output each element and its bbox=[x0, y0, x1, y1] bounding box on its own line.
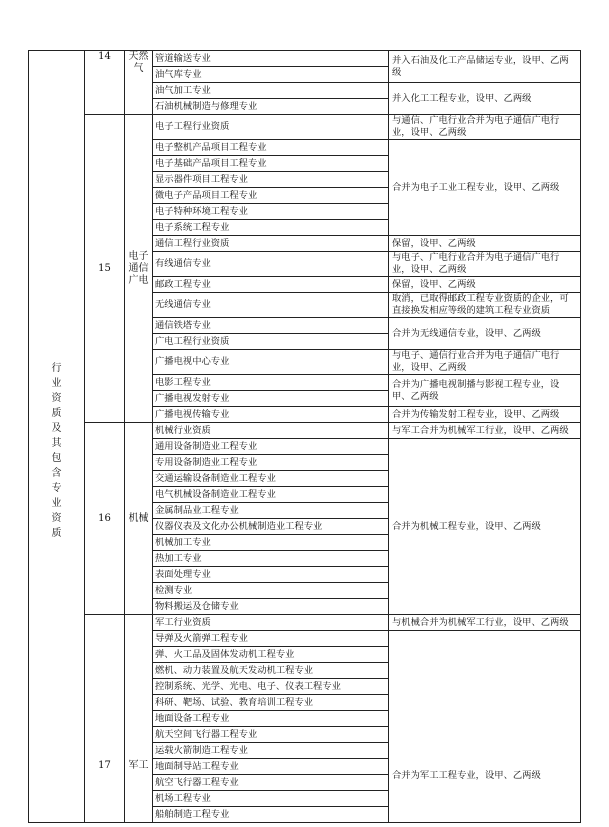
item-cell: 电子系统工程专业 bbox=[153, 220, 389, 236]
item-cell: 电子整机产品项目工程专业 bbox=[153, 140, 389, 156]
note-cell: 保留，设甲、乙两级 bbox=[389, 277, 581, 293]
group-name: 天然 气 bbox=[125, 51, 153, 115]
item-cell: 邮政工程专业 bbox=[153, 277, 389, 293]
item-cell: 机械加工专业 bbox=[153, 535, 389, 551]
group-number: 16 bbox=[85, 423, 125, 615]
item-cell: 仪器仪表及文化办公机械制造业工程专业 bbox=[153, 519, 389, 535]
item-cell: 管道输送专业 bbox=[153, 51, 389, 67]
item-cell: 无线通信专业 bbox=[153, 293, 389, 318]
item-cell: 通信铁塔专业 bbox=[153, 318, 389, 334]
note-cell: 与机械合并为机械军工行业，设甲、乙两级 bbox=[389, 615, 581, 631]
item-cell: 交通运输设备制造业工程专业 bbox=[153, 471, 389, 487]
note-cell: 保留，设甲、乙两级 bbox=[389, 236, 581, 252]
note-cell: 合并为军工工程专业，设甲、乙两级 bbox=[389, 631, 581, 823]
note-cell: 合并为机械工程专业，设甲、乙两级 bbox=[389, 439, 581, 615]
item-cell: 电气机械设备制造业工程专业 bbox=[153, 487, 389, 503]
item-cell: 金属制品业工程专业 bbox=[153, 503, 389, 519]
item-cell: 油气库专业 bbox=[153, 67, 389, 83]
item-cell: 军工行业资质 bbox=[153, 615, 389, 631]
item-cell: 控制系统、光学、光电、电子、仪表工程专业 bbox=[153, 679, 389, 695]
item-cell: 显示器件项目工程专业 bbox=[153, 172, 389, 188]
note-cell: 取消，已取得邮政工程专业资质的企业，可直接换发相应等级的建筑工程专业资质 bbox=[389, 293, 581, 318]
item-cell: 通信工程行业资质 bbox=[153, 236, 389, 252]
item-cell: 地面设备工程专业 bbox=[153, 711, 389, 727]
item-cell: 运载火箭制造工程专业 bbox=[153, 743, 389, 759]
item-cell: 机场工程专业 bbox=[153, 791, 389, 807]
item-cell: 电子特种环境工程专业 bbox=[153, 204, 389, 220]
item-cell: 机械行业资质 bbox=[153, 423, 389, 439]
note-cell: 并入化工工程专业，设甲、乙两级 bbox=[389, 83, 581, 115]
group-number: 15 bbox=[85, 115, 125, 423]
note-cell: 与军工合并为机械军工行业，设甲、乙两级 bbox=[389, 423, 581, 439]
group-name: 军工 bbox=[125, 615, 153, 823]
item-cell: 检测专业 bbox=[153, 583, 389, 599]
item-cell: 热加工专业 bbox=[153, 551, 389, 567]
item-cell: 科研、靶场、试验、教育培训工程专业 bbox=[153, 695, 389, 711]
item-cell: 地面制导站工程专业 bbox=[153, 759, 389, 775]
item-cell: 船舶制造工程专业 bbox=[153, 807, 389, 823]
item-cell: 导弹及火箭弹工程专业 bbox=[153, 631, 389, 647]
item-cell: 通用设备制造业工程专业 bbox=[153, 439, 389, 455]
group-number: 14 bbox=[85, 51, 125, 115]
note-cell: 合并为广播电视制播与影视工程专业，设甲、乙两级 bbox=[389, 375, 581, 407]
note-cell: 合并为无线通信专业，设甲、乙两级 bbox=[389, 318, 581, 350]
item-cell: 广播电视发射专业 bbox=[153, 391, 389, 407]
note-cell: 合并为传输发射工程专业，设甲、乙两级 bbox=[389, 407, 581, 423]
group-name: 机械 bbox=[125, 423, 153, 615]
note-cell: 并入石油及化工产品储运专业，设甲、乙两级 bbox=[389, 51, 581, 83]
item-cell: 物料搬运及仓储专业 bbox=[153, 599, 389, 615]
note-cell: 与电子、通信行业合并为电子通信广电行业，设甲、乙两级 bbox=[389, 350, 581, 375]
item-cell: 表面处理专业 bbox=[153, 567, 389, 583]
category-cell bbox=[29, 51, 85, 823]
note-cell: 合并为电子工业工程专业，设甲、乙两级 bbox=[389, 140, 581, 236]
item-cell: 电影工程专业 bbox=[153, 375, 389, 391]
item-cell: 航空飞行器工程专业 bbox=[153, 775, 389, 791]
item-cell: 电子工程行业资质 bbox=[153, 115, 389, 140]
item-cell: 石油机械制造与修理专业 bbox=[153, 99, 389, 115]
note-cell: 与电子、广电行业合并为电子通信广电行业，设甲、乙两级 bbox=[389, 252, 581, 277]
group-name: 电子 通信 广电 bbox=[125, 115, 153, 423]
item-cell: 燃机、动力装置及航天发动机工程专业 bbox=[153, 663, 389, 679]
item-cell: 油气加工专业 bbox=[153, 83, 389, 99]
category-label: 行 业 资 质 及 其 包 含 专 业 资 质 bbox=[51, 363, 62, 539]
group-number: 17 bbox=[85, 615, 125, 823]
note-cell: 与通信、广电行业合并为电子通信广电行业，设甲、乙两级 bbox=[389, 115, 581, 140]
item-cell: 有线通信专业 bbox=[153, 252, 389, 277]
item-cell: 弹、火工品及固体发动机工程专业 bbox=[153, 647, 389, 663]
item-cell: 专用设备制造业工程专业 bbox=[153, 455, 389, 471]
item-cell: 广播电视传输专业 bbox=[153, 407, 389, 423]
item-cell: 电子基础产品项目工程专业 bbox=[153, 156, 389, 172]
item-cell: 航天空间飞行器工程专业 bbox=[153, 727, 389, 743]
item-cell: 广电工程行业资质 bbox=[153, 334, 389, 350]
qualification-table bbox=[28, 50, 581, 823]
item-cell: 微电子产品项目工程专业 bbox=[153, 188, 389, 204]
item-cell: 广播电视中心专业 bbox=[153, 350, 389, 375]
